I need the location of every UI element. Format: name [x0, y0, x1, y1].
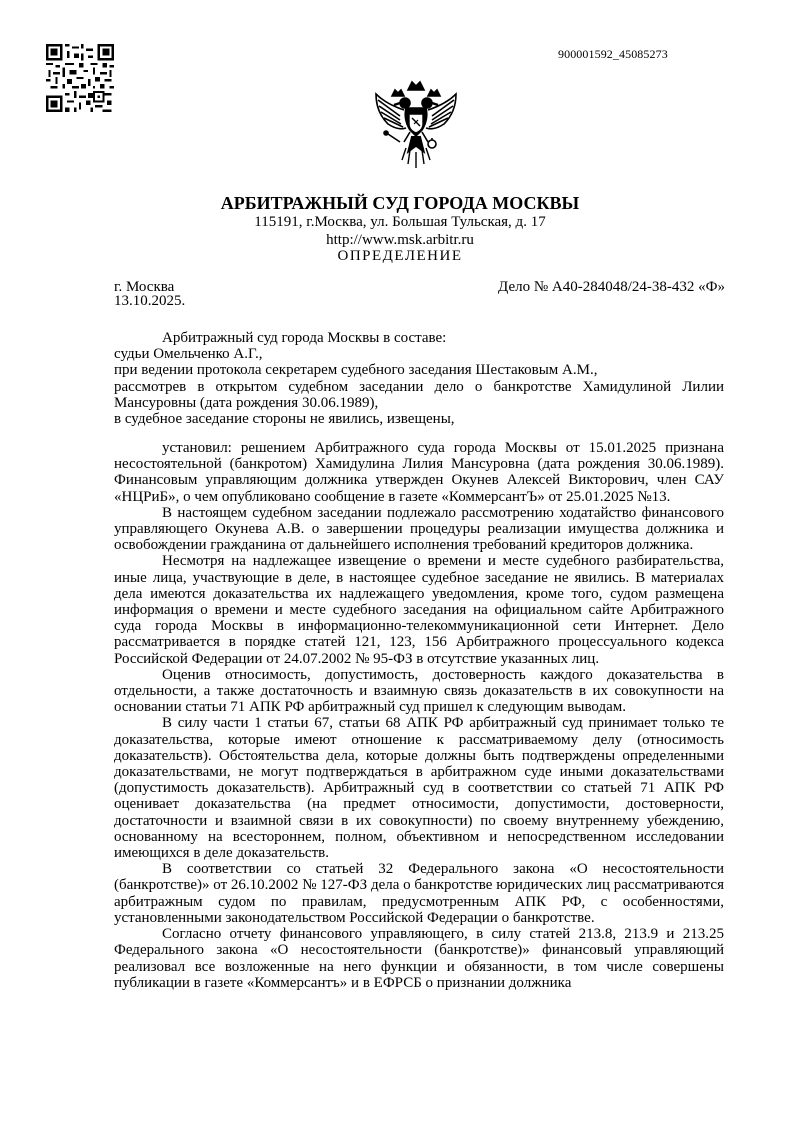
- coat-of-arms-icon: [370, 76, 462, 174]
- document-barcode-id: 900001592_45085273: [558, 47, 668, 61]
- composition-line: в судебное заседание стороны не явились, извещены,: [114, 411, 455, 428]
- case-number: Дело № А40-284048/24-38-432 «Ф»: [498, 279, 725, 295]
- paragraph: Оценив относимость, допустимость, достоверность каждого доказательства в отдельности, а также достаточность и взаимную связь доказательств в их совокупности на основании статьи 71 АПК РФ арбитражный суд пришел к следующим выводам.: [114, 666, 724, 716]
- paragraph: В силу части 1 статьи 67, статьи 68 АПК РФ арбитражный суд принимает только те доказательства, которые имеют отношение к рассматриваемому делу (относимость доказательств). Обстоятельства дела, которые должны быть подтверждены определенными доказательствами, не могут подтверждаться в арбитражном суде иными доказательствами (допустимость доказательств). Арбитражный суд в соответствии со статьей 71 АПК РФ оценивает доказательства (на предмет относимости, допустимости, достоверности, достаточности и взаимной связи в их совокупности) по своему внутреннему убеждению, основанному на всестороннем, полном, объективном и непосредственном исследовании имеющихся в деле доказательств.: [114, 715, 724, 862]
- composition-line: при ведении протокола секретарем судебного заседания Шестаковым А.М.,: [114, 362, 598, 379]
- composition-line: рассмотрев в открытом судебном заседании дело о банкротстве Хамидулиной Лилии Мансуровны (дата рождения 30.06.1989),: [114, 378, 724, 411]
- document-type: ОПРЕДЕЛЕНИЕ: [337, 248, 463, 264]
- document-body: [114, 440, 724, 991]
- court-name: АРБИТРАЖНЫЙ СУД ГОРОДА МОСКВЫ: [220, 193, 580, 213]
- paragraph: В настоящем судебном заседании подлежало рассмотрению ходатайство финансового управляющего Окунева А.В. о завершении процедуры реализации имущества должника и освобождении гражданина от дальнейшего исполнения требований кредиторов должника.: [114, 504, 724, 554]
- paragraph: установил: решением Арбитражного суда города Москвы от 15.01.2025 признана несостоятельной (банкротом) Хамидулина Лилия Мансуровна (дата рождения 30.06.1989). Финансовым управляющим должника утвержден Окунев Алексей Викторович, член САУ «НЦРиБ», о чем опубликовано сообщение в газете «КоммерсантЪ» от 25.01.2025 №13.: [114, 440, 724, 505]
- paragraph: Несмотря на надлежащее извещение о времени и месте судебного разбирательства, иные лица, участвующие в деле, в настоящее судебное заседание не явились. В материалах дела имеются доказательства их надлежащего уведомления, кроме того, судом размещена информация о времени и месте судебного заседания на официальном сайте Арбитражного суда города Москвы в информационно-телекоммуникационной сети Интернет. Дело рассматривается в порядке статей 121, 123, 156 Арбитражного процессуального кодекса Российской Федерации от 24.07.2002 № 95-ФЗ в отсутствие указанных лиц.: [114, 553, 724, 667]
- court-composition: [114, 330, 724, 427]
- paragraph: В соответствии со статьей 32 Федерального закона «О несостоятельности (банкротстве)» от 26.10.2002 № 127-ФЗ дела о банкротстве юридических лиц рассматриваются арбитражным судом по правилам, предусмотренным АПК РФ, с особенностями, установленными законодательством Российской Федерации о банкротстве.: [114, 861, 724, 926]
- court-address: 115191, г.Москва, ул. Большая Тульская, д. 17: [254, 214, 546, 230]
- composition-line: судьи Омельченко А.Г.,: [114, 346, 263, 363]
- court-website: http://www.msk.arbitr.ru: [326, 232, 474, 248]
- qr-code-icon: [46, 44, 114, 112]
- document-date: 13.10.2025.: [114, 293, 186, 309]
- paragraph: Согласно отчету финансового управляющего, в силу статей 213.8, 213.9 и 213.25 Федерального закона «О несостоятельности (банкротстве)» финансовый управляющий реализовал все возложенные на него функции и обязанности, в том числе совершены публикации в газете «Коммерсантъ» и в ЕФРСБ о признании должника: [114, 926, 724, 991]
- composition-line: Арбитражный суд города Москвы в составе:: [162, 330, 447, 346]
- city: г. Москва: [114, 279, 175, 295]
